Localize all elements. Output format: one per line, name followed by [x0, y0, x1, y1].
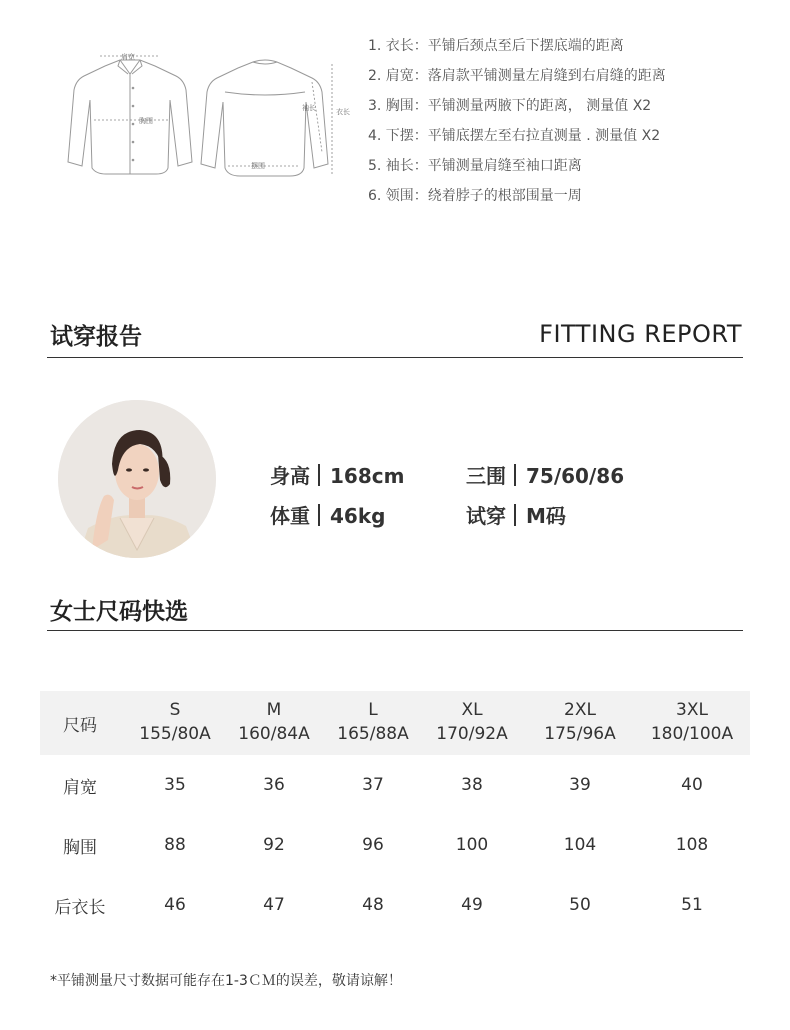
height-label: 身高	[270, 464, 310, 488]
table-cell: 108	[675, 835, 709, 855]
size-name: L	[368, 700, 378, 720]
model-avatar	[58, 400, 216, 558]
size-name: 2XL	[564, 700, 596, 720]
size-name: 3XL	[676, 700, 708, 720]
weight-label: 体重	[270, 504, 310, 528]
hem-label: 摆围	[251, 162, 265, 170]
table-cell: 49	[461, 895, 483, 915]
chest-label: 胸围	[139, 117, 153, 125]
row-label: 胸围	[63, 837, 97, 858]
shirt-measurement-diagram	[60, 40, 350, 190]
divider	[47, 630, 743, 631]
table-cell: 92	[263, 835, 285, 855]
table-cell: 39	[569, 775, 591, 795]
table-cell: 48	[362, 895, 384, 915]
size-code: 180/100A	[650, 724, 734, 744]
table-cell: 50	[569, 895, 591, 915]
table-cell: 100	[455, 835, 489, 855]
separator	[514, 464, 516, 486]
size-section-title: 女士尺码快选	[50, 599, 188, 625]
measurements-label: 三围	[466, 464, 506, 488]
measurement-notes	[368, 36, 768, 216]
try-on-label: 试穿	[466, 504, 506, 528]
row-label: 肩宽	[63, 777, 97, 798]
table-row	[40, 875, 750, 935]
weight-value: 46kg	[330, 504, 386, 528]
size-col-header	[422, 691, 522, 755]
footnote: *平铺测量尺寸数据可能存在1-3ＣＭ的误差，敬请谅解！	[50, 973, 402, 989]
size-col-header	[530, 691, 630, 755]
table-cell: 47	[263, 895, 285, 915]
table-cell: 46	[164, 895, 186, 915]
size-name: XL	[461, 700, 483, 720]
separator	[318, 464, 320, 486]
fitting-report-title-en: FITTING REPORT	[539, 320, 742, 348]
size-name: M	[266, 700, 282, 720]
table-cell: 96	[362, 835, 384, 855]
weight-stat	[270, 500, 385, 529]
size-col-header	[224, 691, 324, 755]
table-cell: 88	[164, 835, 186, 855]
table-cell: 40	[681, 775, 703, 795]
table-cell: 38	[461, 775, 483, 795]
note-item: 2. 肩宽：落肩款平铺测量左肩缝到右肩缝的距离	[368, 68, 666, 84]
height-value: 168cm	[330, 464, 405, 488]
length-label: 衣长	[336, 108, 350, 116]
header-label: 尺码	[63, 715, 97, 736]
size-code: 155/80A	[139, 724, 211, 744]
row-label: 后衣长	[54, 897, 106, 918]
note-item: 5. 袖长：平铺测量肩缝至袖口距离	[368, 158, 582, 174]
size-code: 165/88A	[337, 724, 409, 744]
separator	[514, 504, 516, 526]
size-table	[40, 691, 750, 935]
try-on-value: M码	[526, 504, 566, 528]
table-cell: 36	[263, 775, 285, 795]
height-stat	[270, 460, 404, 489]
table-cell: 104	[563, 835, 597, 855]
size-name: S	[169, 700, 181, 720]
separator	[318, 504, 320, 526]
table-cell: 37	[362, 775, 384, 795]
measurements-stat	[466, 460, 624, 489]
shoulder-label: 肩宽	[121, 53, 135, 61]
note-item: 4. 下摆：平铺底摆左至右拉直测量 . 测量值 X2	[368, 128, 661, 144]
note-item: 6. 领围：绕着脖子的根部围量一周	[368, 188, 582, 204]
sleeve-label: 袖长	[302, 104, 316, 112]
divider	[47, 357, 743, 358]
table-row	[40, 755, 750, 815]
table-cell: 35	[164, 775, 186, 795]
measurements-value: 75/60/86	[526, 464, 625, 488]
size-code: 160/84A	[238, 724, 310, 744]
size-code: 170/92A	[436, 724, 508, 744]
size-col-header	[323, 691, 423, 755]
fitting-report-title: 试穿报告	[50, 324, 142, 350]
note-item: 3. 胸围：平铺测量两腋下的距离， 测量值 X2	[368, 98, 652, 114]
try-on-stat	[466, 500, 566, 529]
table-row	[40, 815, 750, 875]
note-item: 1. 衣长：平铺后颈点至后下摆底端的距离	[368, 38, 624, 54]
size-col-header	[638, 691, 746, 755]
size-code: 175/96A	[544, 724, 616, 744]
size-table-header	[40, 691, 750, 755]
size-col-header	[125, 691, 225, 755]
table-cell: 51	[681, 895, 703, 915]
